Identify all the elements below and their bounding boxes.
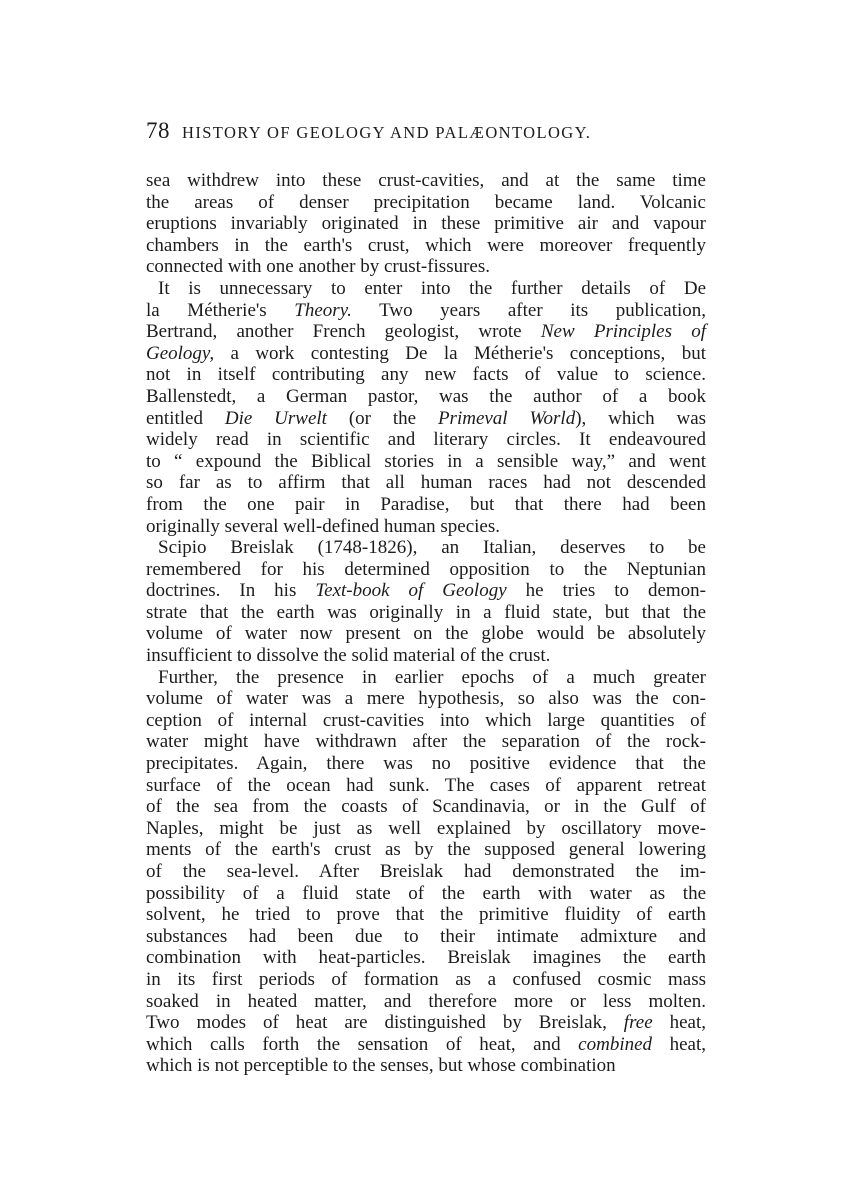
text-line: Naples, might be just as well explained by oscillatory move-: [146, 817, 706, 839]
text-line: originally several well-defined human species.: [146, 515, 501, 537]
page-number: 78: [146, 118, 170, 143]
paragraph: [146, 170, 706, 278]
text-line: insufficient to dissolve the solid material of the crust.: [146, 645, 551, 667]
text-line: Geology, a work contesting De la Métherie's conceptions, but: [146, 342, 706, 364]
text-line: Further, the presence in earlier epochs of a much greater: [158, 666, 706, 688]
text-line: connected with one another by crust-fissures.: [146, 256, 491, 278]
text-line: volume of water was a mere hypothesis, so also was the con-: [146, 688, 706, 710]
text-line: the areas of denser precipitation became land. Volcanic: [146, 191, 706, 213]
paragraph: [146, 278, 706, 537]
text-line: from the one pair in Paradise, but that there had been: [146, 493, 706, 515]
text-line: not in itself contributing any new facts of value to science.: [146, 364, 706, 386]
text-line: widely read in scientific and literary circles. It endeavoured: [146, 429, 706, 451]
body-text: [146, 170, 706, 1077]
text-line: in its first periods of formation as a confused cosmic mass: [146, 968, 706, 990]
text-line: Scipio Breislak (1748-1826), an Italian, deserves to be: [158, 537, 706, 559]
text-line: to “ expound the Biblical stories in a sensible way,” and went: [146, 450, 706, 472]
text-line: ments of the earth's crust as by the supposed general lowering: [146, 839, 706, 861]
text-line: Two modes of heat are distinguished by Breislak, free heat,: [146, 1012, 706, 1034]
text-line: sea withdrew into these crust-cavities, and at the same time: [146, 170, 706, 191]
text-line: which is not perceptible to the senses, but whose combination: [146, 1055, 616, 1077]
text-line: ception of internal crust-cavities into which large quantities of: [146, 709, 706, 731]
paragraph: [146, 667, 706, 1077]
text-line: of the sea-level. After Breislak had demonstrated the im-: [146, 861, 706, 882]
text-line: It is unnecessary to enter into the further details of De: [158, 277, 706, 299]
text-line: remembered for his determined opposition to the Neptunian: [146, 558, 706, 580]
text-line: water might have withdrawn after the separation of the rock-: [146, 731, 706, 753]
text-line: possibility of a fluid state of the earth with water as the: [146, 882, 706, 904]
text-line: entitled Die Urwelt (or the Primeval World), which was: [146, 407, 707, 429]
text-line: doctrines. In his Text-book of Geology he tries to demon-: [146, 580, 706, 602]
text-line: precipitates. Again, there was no positive evidence that the: [146, 753, 706, 775]
text-line: soaked in heated matter, and therefore more or less molten.: [146, 990, 706, 1012]
text-line: strate that the earth was originally in a fluid state, but that the: [146, 601, 706, 623]
text-line: so far as to affirm that all human races had not descended: [146, 472, 706, 494]
text-line: volume of water now present on the globe would be absolutely: [146, 623, 706, 645]
text-line: la Métherie's Theory. Two years after its publication,: [146, 299, 707, 321]
text-line: which calls forth the sensation of heat, and combined heat,: [146, 1033, 706, 1055]
text-line: surface of the ocean had sunk. The cases of apparent retreat: [146, 774, 706, 796]
running-head: [146, 118, 706, 148]
running-title: HISTORY OF GEOLOGY AND PALÆONTOLOGY.: [182, 123, 592, 142]
text-line: substances had been due to their intimate admixture and: [146, 925, 706, 947]
book-page: [146, 118, 706, 1077]
text-line: combination with heat-particles. Breislak imagines the earth: [146, 947, 706, 969]
text-line: of the sea from the coasts of Scandinavia, or in the Gulf of: [146, 796, 706, 818]
text-line: solvent, he tried to prove that the primitive fluidity of earth: [146, 904, 706, 926]
text-line: Bertrand, another French geologist, wrote New Principles of: [146, 321, 707, 343]
paragraph: [146, 537, 706, 667]
text-line: Ballenstedt, a German pastor, was the author of a book: [146, 385, 706, 407]
text-line: chambers in the earth's crust, which were moreover frequently: [146, 234, 706, 256]
text-line: eruptions invariably originated in these primitive air and vapour: [146, 213, 706, 235]
